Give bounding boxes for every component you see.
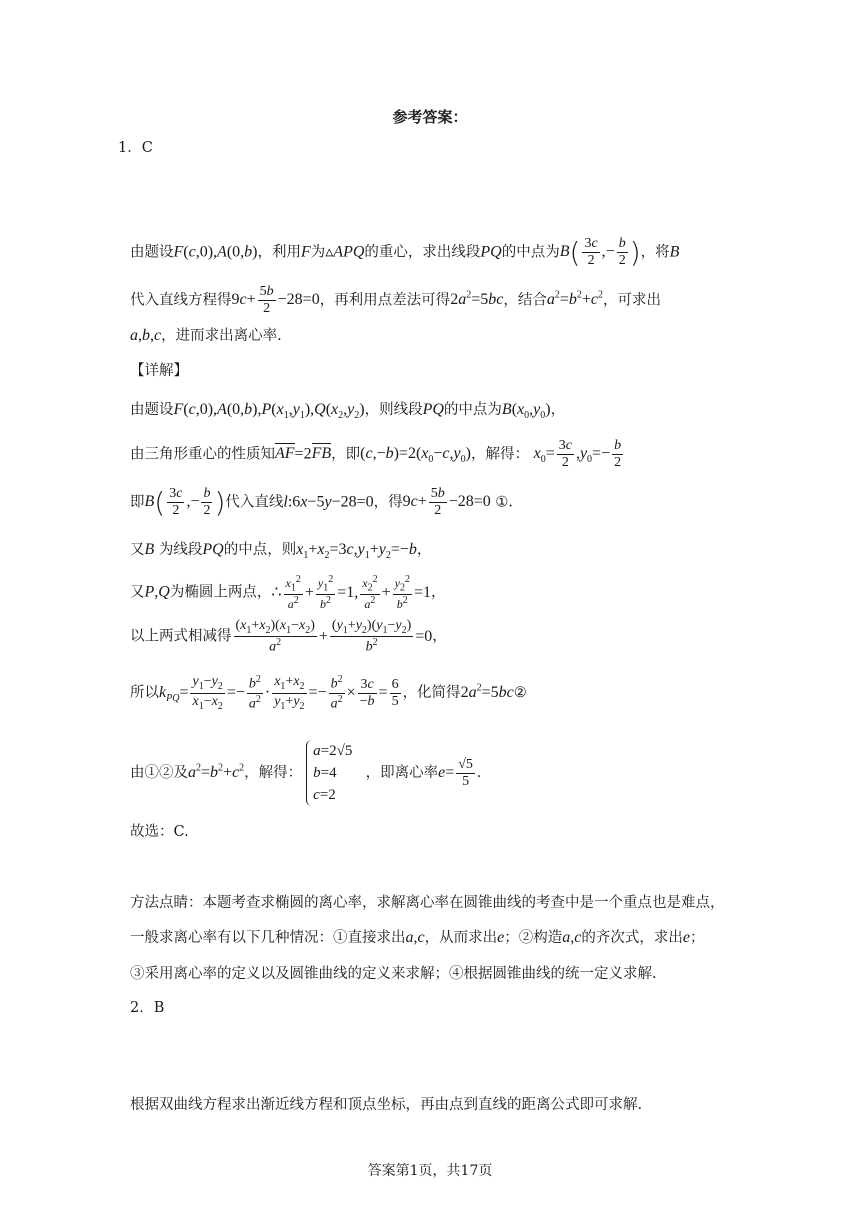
q1-detail-line-4: 又B 为线段PQ的中点，则$x_1+x_2=3c,y_1+y_2=-b$， <box>130 541 432 562</box>
q1-detail-line-5: 又P,Q为椭圆上两点，∴ $\frac{x_1^2}{a^2}$ + $\frac{y_1^2}{b^2}$ =1, $\frac{x_2^2}{a^2}$ + $\frac{y_2^2}{b^2}$ =1， <box>130 574 446 611</box>
q1-detail-heading: 【详解】 <box>130 363 188 379</box>
page-title: 参考答案： <box>392 108 468 126</box>
q2-analysis: 根据双曲线方程求出渐近线方程和顶点坐标，再由点到直线的距离公式即可求解. <box>130 1097 643 1113</box>
q1-detail-line-8: 由①②及$a^2=b^2+c^2$，解得：a=2√5 b=4 c=2 ，即离心率e= $\frac{√5}{5}$ . <box>130 740 481 806</box>
q1-tip-line-2: 一般求离心率有以下几种情况：①直接求出a,c，从而求出e；②构造a,c的齐次式，求出e； <box>130 929 705 946</box>
q1-conclusion: 故选：C. <box>130 824 189 840</box>
q1-tip-line-1: 方法点睛：本题考查求椭圆的离心率，求解离心率在圆锥曲线的考查中是一个重点也是难点， <box>130 895 725 911</box>
q1-analysis-line-2: 代入直线方程得9c+ $\frac{5b}{2}$ −28=0，再利用点差法可得$2a^2=5bc$，结合$a^2=b^2+c^2$，可求出 <box>130 284 661 317</box>
q1-tip-line-3: ③采用离心率的定义以及圆锥曲线的定义来求解；④根据圆锥曲线的统一定义求解. <box>130 966 657 982</box>
q1-detail-line-1: 由题设$F(c,0),A(0,b),P(x_1,y_1),Q(x_2,y_2)$，则线段PQ的中点为$B(x_0,y_0)$， <box>130 401 566 422</box>
q1-detail-line-6: 以上两式相减得 $\frac{(x_1+x_2)(x_1-x_2)}{a^2}$ + $\frac{(y_1+y_2)(y_1-y_2)}{b^2}$ =0， <box>130 618 447 655</box>
q1-detail-line-7: 所以$k_{PQ}=$ $\frac{y_1-y_2}{x_1-x_2}$ =− $\frac{b^2}{a^2}$ · $\frac{x_1+x_2}{y_1+y_2}$ =− $\frac{b^2}{a^2}$ × $\frac{3c}{-b}$ = $\frac{6}{5}$ ，化简得$2a^2=5bc②$ <box>130 674 527 712</box>
page-footer: 答案第1页，共17页 <box>367 1163 493 1179</box>
q1-number: 1．C <box>118 140 153 156</box>
q1-analysis-line-1: 由题设F(c,0),A(0,b)，利用F为▵APQ的重心，求出线段PQ的中点为B( $\frac{3c}{2}$ ,− $\frac{b}{2}$ )，将B <box>130 236 680 270</box>
q1-detail-line-3: 即B( $\frac{3c}{2}$ ,− $\frac{b}{2}$ )代入直线l:6x−5y−28=0，得9c+ $\frac{5b}{2}$ −28=0 ①. <box>130 486 514 520</box>
q1-analysis-line-3: a,b,c，进而求出离心率. <box>130 327 282 344</box>
q1-detail-line-2: 由三角形重心的性质知AF=2FB，即$(c,-b)=2(x_0-c,y_0)$，解得： $x_0=$ $\frac{3c}{2}$ $,y_0=-$ $\frac{b}{2}$ <box>130 438 622 471</box>
q2-number: 2．B <box>130 1000 165 1016</box>
